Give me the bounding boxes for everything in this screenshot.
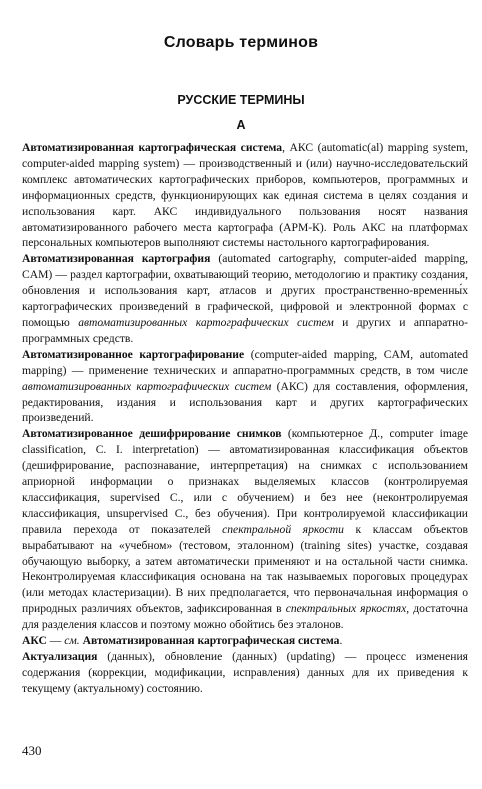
entry-see-label: см. xyxy=(64,634,80,648)
entry-cross-reference: автоматизированных картографических систем xyxy=(78,315,334,329)
entry-text: и других и аппаратно-программных средств. xyxy=(22,315,468,345)
glossary-entry-automated-mapping xyxy=(22,347,468,427)
entry-text: , АКС (automatic(al) mapping system, computer-aided mapping system) — производственный и (или) научно-исследовательский комплекс автоматических картографических приборов, компьютеров, программных и информационных средств, функционирующих как единая система в целях создания и использования карт. АКС индивидуального пользования носят названия автоматизированного рабочего места картографа (АРМ-К). Роль АКС на платформах персональных компьютеров выполняют системы настольного картографирования. xyxy=(22,141,468,250)
entry-text: . xyxy=(339,634,343,648)
entry-cross-reference: спектральной яркости xyxy=(222,522,344,536)
entry-term: Автоматизированная картографическая система xyxy=(22,141,283,154)
page-title: Словарь терминов xyxy=(163,34,319,51)
glossary-entry-updating xyxy=(22,649,468,697)
entry-term: Автоматизированная картография xyxy=(22,252,211,266)
entry-term: Актуализация xyxy=(22,650,98,663)
entry-text: , достаточна для разделения классов и поэтому можно обойтись без эталонов. xyxy=(22,602,469,632)
glossary-entry-aks-system xyxy=(22,140,468,251)
entry-term: Автоматизированное дешифрирование снимков xyxy=(22,427,282,441)
glossary-entry-image-classification xyxy=(22,426,468,633)
entry-text: — xyxy=(46,634,65,648)
entry-text: (компьютерное Д., computer image classification, C. I. interpretation) — автоматизированная классификация объектов (дешифрирование, распознавание, интерпретация) на снимках с использованием априорной информации о признаках выделяемых классов (контролируемая классификация, supervised C., или с обучением) и без нее (неконтролируемая классификация, unsupervised C., без обучения). При контролируемой классификации правила перехода от показателей xyxy=(22,427,469,536)
entry-term: Автоматизированное картографирование xyxy=(22,347,245,361)
entry-text: (automated cartography, computer-aided mapping, CAM) — раздел картографии, охватывающий теорию, методологию и практику создания, обновления и использования карт, атласов и других пространственно-временны́х картографических произведений в графической, цифровой и электронной формах с помощью xyxy=(22,252,468,329)
entry-text: (computer-aided mapping, CAM, automated mapping) — применение технических и аппаратно-программных средств, в том числе xyxy=(22,347,469,377)
entry-text: (АКС) для составления, оформления, редактирования, издания и использования карт и других картографических произведений. xyxy=(22,379,468,425)
entry-text: к классам объектов вырабатывают на «учебном» (тестовом, эталонном) (training sites) участке, создавая обучающую выборку, а затем автоматически применяют и на остальной части снимка. Неконтролируемая классификация основана на так называемых пороговых процедурах (или методах кластеризации). В них предполагается, что первоначальная информация о природных различиях объектов, зафиксированная в xyxy=(22,522,468,616)
page-number: 430 xyxy=(22,743,42,758)
glossary-entry-automated-cartography xyxy=(22,251,468,346)
letter-heading: А xyxy=(236,118,246,132)
entry-term: АКС xyxy=(22,634,47,648)
entry-see-term: Автоматизированная картографическая система xyxy=(79,634,340,648)
glossary-entry-aks xyxy=(22,633,468,649)
glossary-entries xyxy=(22,140,468,697)
entry-cross-reference: спектральных яркостях xyxy=(285,602,407,616)
entry-cross-reference: автоматизированных картографических систем xyxy=(22,379,272,393)
entry-text: (данных), обновление (данных) (updating) — процесс изменения содержания (коррекции, модификации, исправления) данных для их приведения к текущему (актуальному) состоянию. xyxy=(22,650,468,695)
section-heading: РУССКИЕ ТЕРМИНЫ xyxy=(177,93,305,107)
